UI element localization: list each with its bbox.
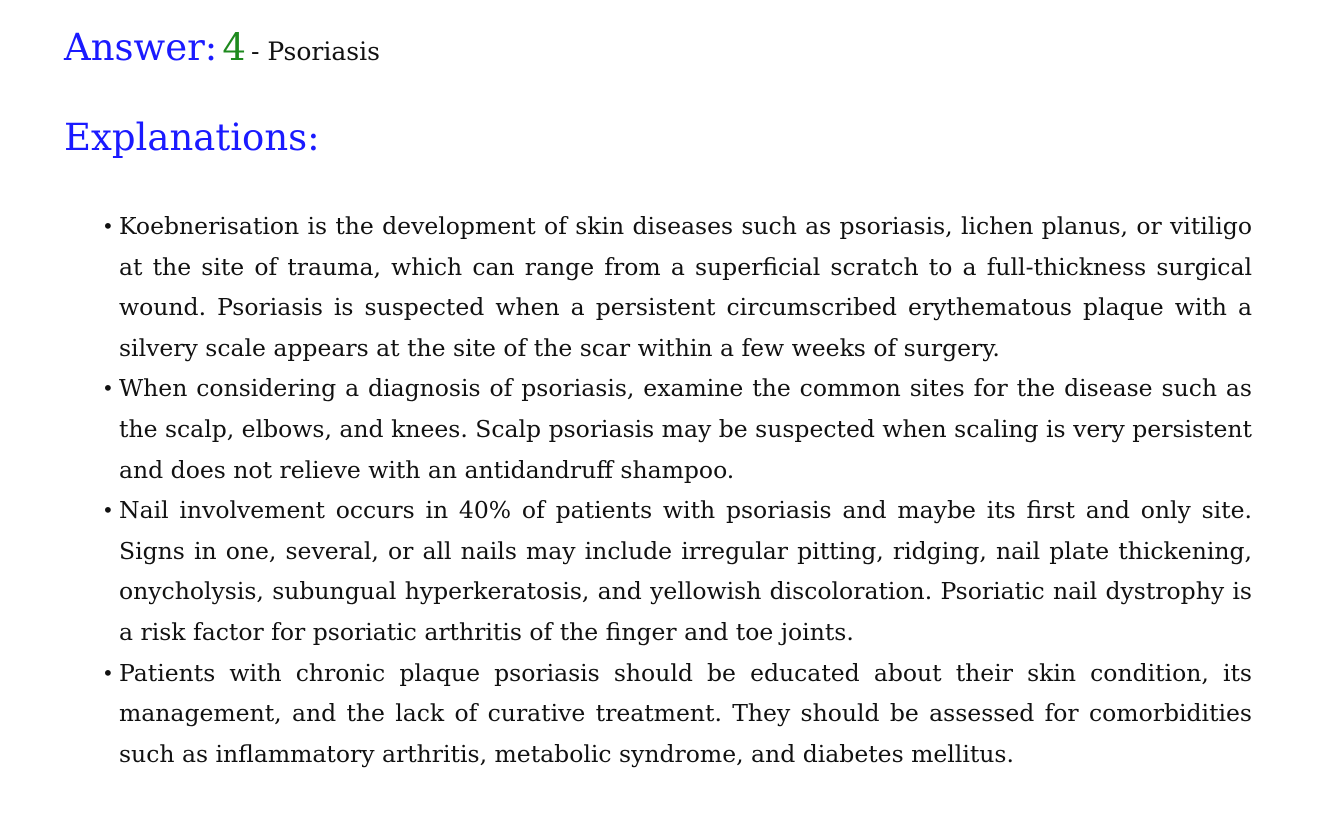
bullet-icon: •	[102, 498, 114, 523]
answer-label: Answer:	[64, 26, 218, 69]
answer-number: 4	[222, 26, 246, 69]
explanations-heading: Explanations:	[64, 116, 320, 159]
bullet-icon: •	[102, 660, 114, 685]
explanation-text: Nail involvement occurs in 40% of patients with psoriasis and maybe its first and only site. Signs in one, several, or all nails may include irregular pitting, ridging, nail plate thickening, onycholysis, subungual hyperkeratosis, and yellowish discoloration. Psoriatic nail dystrophy is a risk factor for psoriatic arthritis of the finger and toe joints.	[119, 496, 1252, 646]
bullet-icon: •	[102, 214, 114, 238]
explanation-item	[100, 368, 1252, 490]
explanation-text: When considering a diagnosis of psoriasis, examine the common sites for the disease such as the scalp, elbows, and knees. Scalp psoriasis may be suspected when scaling is very persistent and does not relieve with an antidandruff shampoo.	[119, 374, 1253, 484]
answer-text: - Psoriasis	[251, 37, 380, 66]
explanation-item	[100, 206, 1252, 368]
bullet-icon: •	[102, 376, 114, 401]
explanation-text: Patients with chronic plaque psoriasis should be educated about their skin condition, its management, and the lack of curative treatment. They should be assessed for comorbidities such as inflammatory arthritis, metabolic syndrome, and diabetes mellitus.	[119, 658, 1252, 768]
explanation-item	[100, 653, 1252, 775]
answer-line	[64, 22, 380, 81]
explanation-item	[100, 490, 1252, 652]
explanation-list	[100, 206, 1252, 774]
explanation-text: Koebnerisation is the development of skin diseases such as psoriasis, lichen planus, or vitiligo at the site of trauma, which can range from a superficial scratch to a full-thickness surgical wound. Psoriasis is suspected when a persistent circumscribed erythematous plaque with a silvery scale appears at the site of the scar within a few weeks of surgery.	[119, 212, 1252, 362]
